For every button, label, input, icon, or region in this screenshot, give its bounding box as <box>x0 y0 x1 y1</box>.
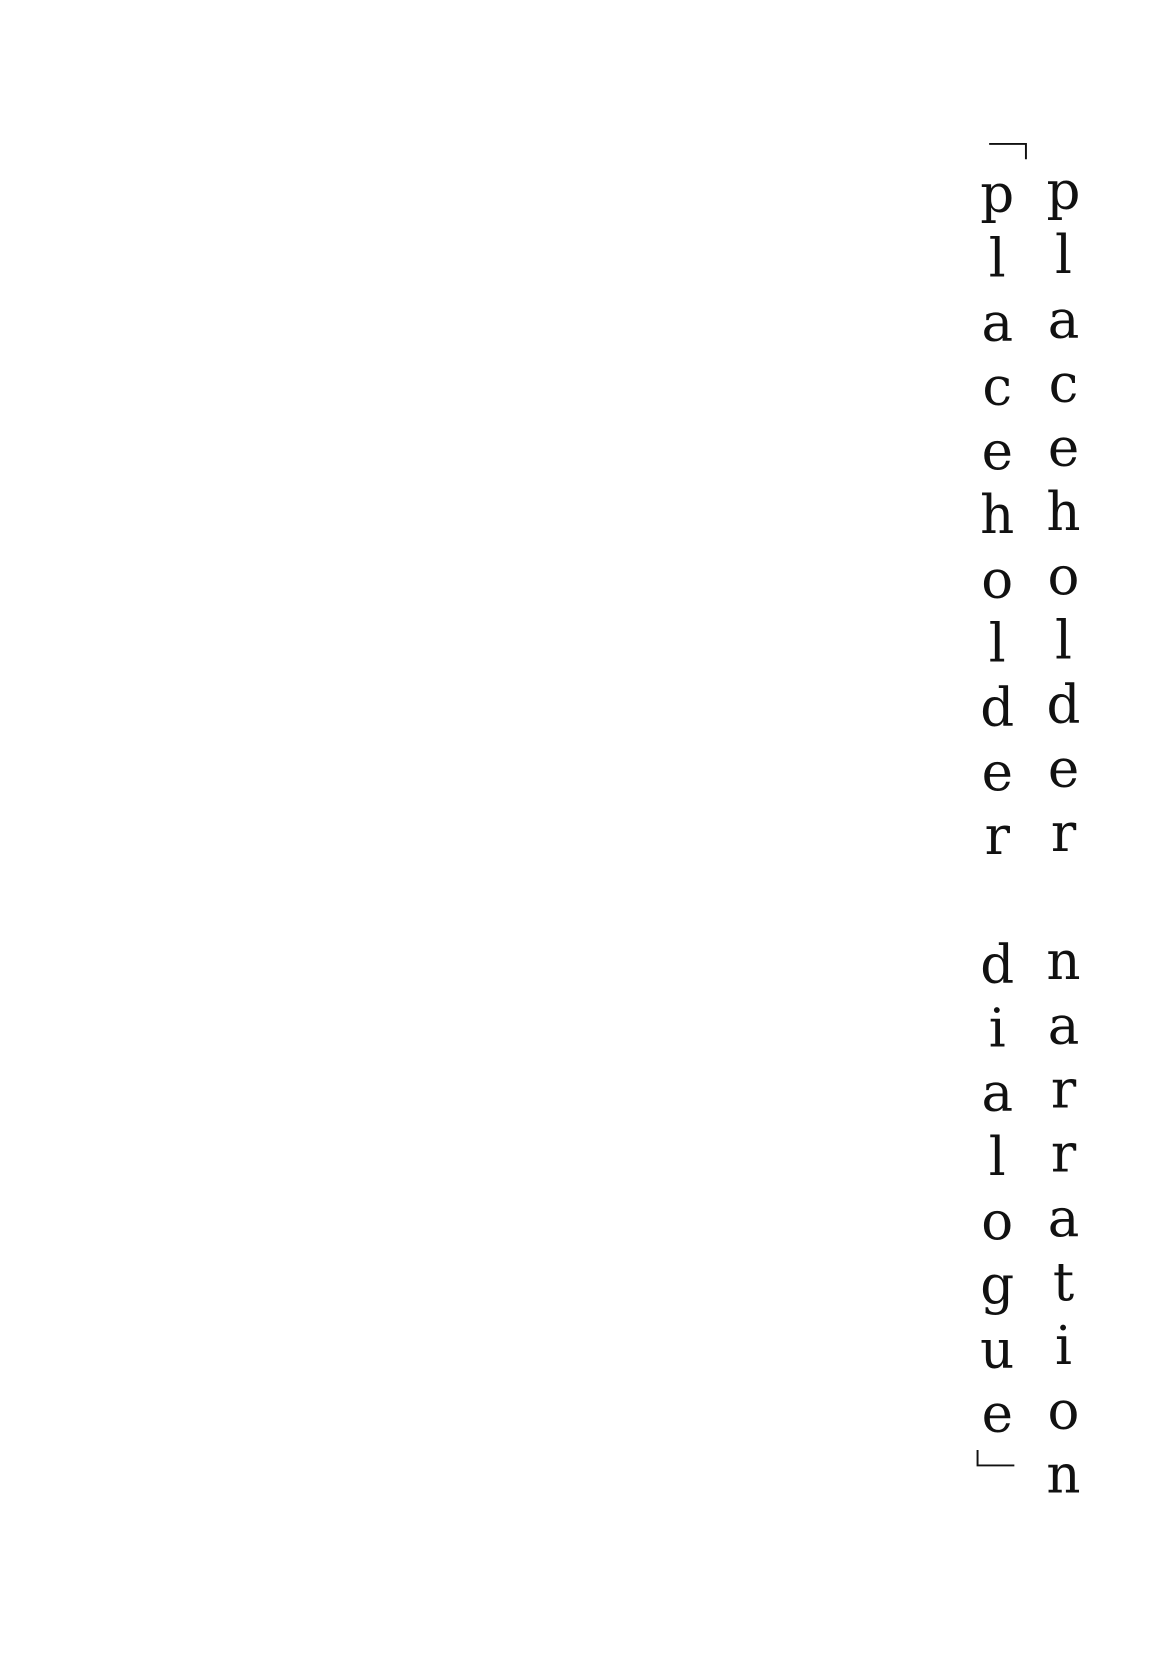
narration-paragraph: placeholder narration <box>1033 161 1094 1509</box>
vertical-text-body <box>70 108 1096 1578</box>
dialogue-paragraph: 「placeholder dialogue」 <box>966 108 1028 1504</box>
